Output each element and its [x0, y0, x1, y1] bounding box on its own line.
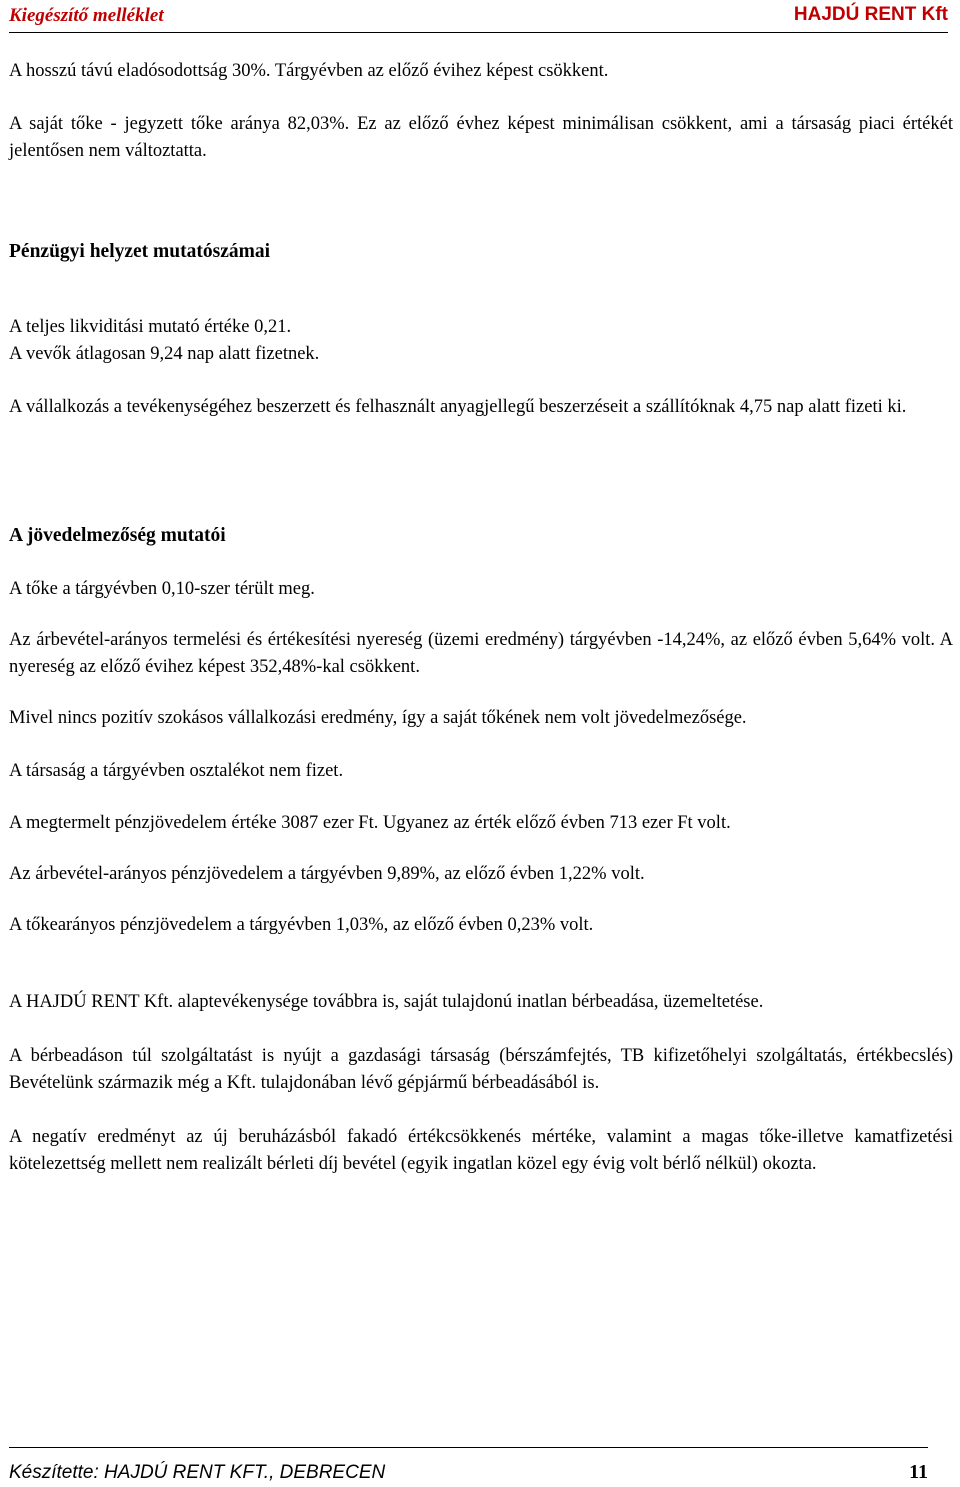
paragraph-services: A bérbeadáson túl szolgáltatást is nyújt a gazdasági társaság (bérszámfejtés, TB kifizetőhelyi szolgáltatás, értékbecslés) Bevételünk származik még a Kft. tulajdonában lévő gépjármű bérbeadásából is.	[9, 1046, 953, 1093]
paragraph-liquidity: A teljes likviditási mutató értéke 0,21.	[9, 317, 292, 337]
page-footer	[9, 1447, 928, 1486]
paragraph-cash-income: A megtermelt pénzjövedelem értéke 3087 ezer Ft. Ugyanez az érték előző évben 713 ezer Ft volt.	[9, 813, 731, 833]
heading-profitability: A jövedelmezőség mutatói	[9, 525, 226, 546]
paragraph-core-activity: A HAJDÚ RENT Kft. alaptevékenysége továbbra is, saját tulajdonú inatlan bérbeadása, üzemeltetése.	[9, 992, 764, 1012]
paragraph-negative-result: A negatív eredményt az új beruházásból fakadó értékcsökkenés mértéke, valamint a magas tőke-illetve kamatfizetési kötelezettség mellett nem realizált bérleti díj bevétel (egyik ingatlan közel egy évig volt bérlő nélkül) okozta.	[9, 1127, 953, 1174]
header-company-name: HAJDÚ RENT Kft	[793, 4, 948, 25]
paragraph-receivables: A vevők átlagosan 9,24 nap alatt fizetnek.	[9, 344, 320, 364]
paragraph-equity-ratio: A saját tőke - jegyzett tőke aránya 82,03%. Ez az előző évhez képest minimálisan csökkent, ami a társaság piaci értékét jelentősen nem változtatta.	[9, 114, 953, 161]
paragraph-payables: A vállalkozás a tevékenységéhez beszerzett és felhasznált anyagjellegű beszerzéseit a szállítóknak 4,75 nap alatt fizeti ki.	[9, 397, 907, 417]
header-section-title: Kiegészítő melléklet	[9, 5, 164, 26]
paragraph-dividend: A társaság a tárgyévben osztalékot nem fizet.	[9, 761, 344, 781]
paragraph-capital-turnover: A tőke a tárgyévben 0,10-szer térült meg.	[9, 579, 315, 599]
paragraph-long-term-debt: A hosszú távú eladósodottság 30%. Tárgyévben az előző évihez képest csökkent.	[9, 61, 609, 81]
page-header	[9, 2, 948, 33]
paragraph-operating-result: Az árbevétel-arányos termelési és értékesítési nyereség (üzemi eredmény) tárgyévben -14,24%, az előző évben 5,64% volt. A nyereség az előző évihez képest 352,48%-kal csökkent.	[9, 630, 953, 677]
footer-author: Készítette: HAJDÚ RENT KFT., DEBRECEN	[9, 1462, 386, 1483]
page-number: 11	[909, 1461, 928, 1483]
paragraph-return-on-equity: Mivel nincs pozitív szokásos vállalkozási eredmény, így a saját tőkének nem volt jövedelmezősége.	[9, 708, 747, 728]
paragraph-revenue-cash-ratio: Az árbevétel-arányos pénzjövedelem a tárgyévben 9,89%, az előző évben 1,22% volt.	[9, 864, 645, 884]
paragraph-capital-cash-ratio: A tőkearányos pénzjövedelem a tárgyévben 1,03%, az előző évben 0,23% volt.	[9, 915, 594, 935]
heading-financial-indicators: Pénzügyi helyzet mutatószámai	[9, 241, 271, 262]
